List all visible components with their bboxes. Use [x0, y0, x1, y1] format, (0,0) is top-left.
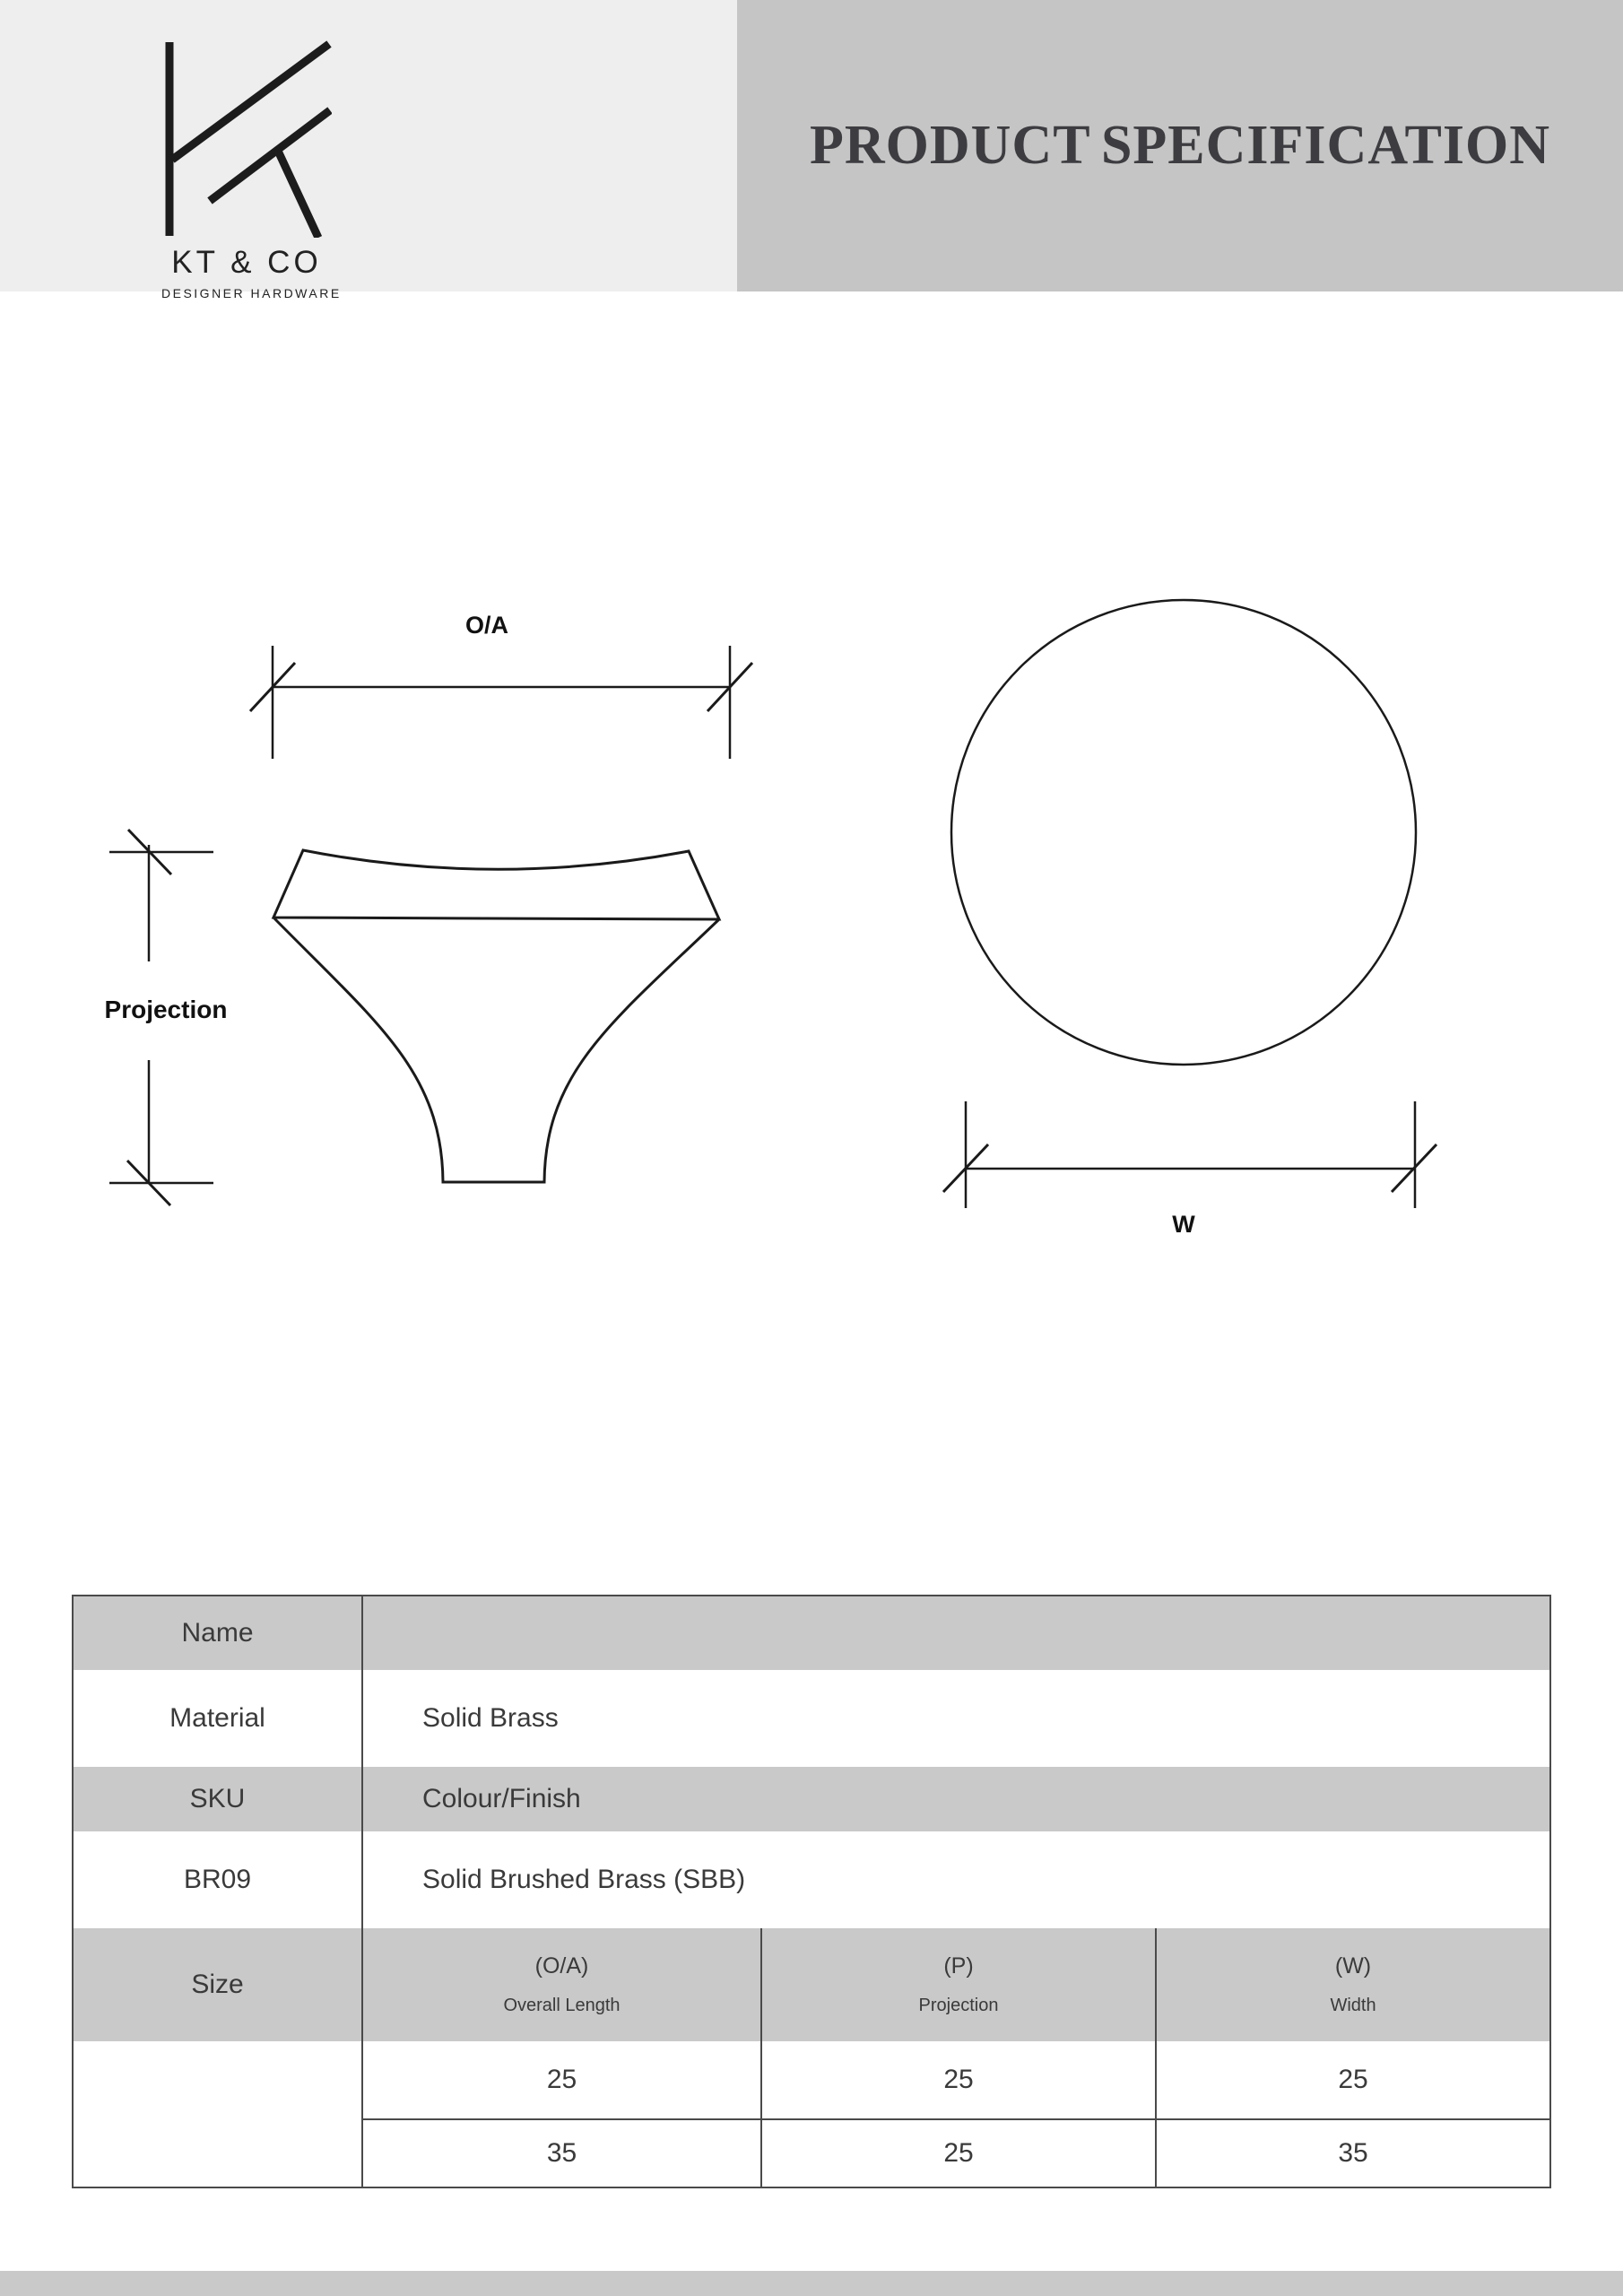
header-left-panel	[0, 0, 737, 300]
row-value-br09: Solid Brushed Brass (SBB)	[422, 1865, 746, 1894]
row-label-size: Size	[74, 1928, 363, 2041]
col-header-width	[1155, 1928, 1549, 2041]
col-name-oa: Overall Length	[503, 1996, 621, 2015]
page-title: PRODUCT SPECIFICATION	[810, 115, 1550, 176]
footer-bar	[0, 2271, 1623, 2296]
kt-monogram-icon	[161, 40, 332, 238]
size-value: 25	[546, 2065, 577, 2094]
row-label-material: Material	[74, 1670, 363, 1767]
dim-label-projection: Projection	[104, 996, 228, 1023]
overall-length-dimension	[250, 646, 752, 759]
col-code-oa: (O/A)	[534, 1953, 589, 1979]
header-title-panel	[737, 0, 1623, 291]
dim-label-width: W	[1172, 1211, 1195, 1238]
row-label-name: Name	[74, 1596, 363, 1670]
row-value-material: Solid Brass	[422, 1703, 559, 1733]
size-empty-cell	[74, 2041, 363, 2187]
row-value-name	[363, 1596, 1549, 1670]
col-code-p: (P)	[943, 1953, 974, 1979]
col-header-overall-length	[363, 1928, 760, 2041]
size-value: 25	[1155, 2041, 1549, 2118]
header	[0, 0, 1623, 300]
size-value: 35	[363, 2118, 760, 2187]
brand-tagline: DESIGNER HARDWARE	[161, 286, 342, 300]
dim-label-overall-length: O/A	[464, 612, 508, 639]
knob-top-view	[951, 600, 1416, 1065]
size-value: 35	[1155, 2118, 1549, 2187]
row-label-br09: BR09	[74, 1831, 363, 1928]
row-value-sku: Colour/Finish	[363, 1767, 1549, 1831]
col-name-p: Projection	[918, 1996, 999, 2015]
knob-front-view	[273, 850, 719, 1182]
col-name-w: Width	[1330, 1996, 1376, 2015]
size-value: 25	[760, 2041, 1155, 2118]
technical-drawing	[0, 538, 1623, 1309]
col-code-w: (W)	[1334, 1953, 1372, 1979]
col-header-projection	[760, 1928, 1155, 2041]
size-value: 25	[760, 2118, 1155, 2187]
row-label-sku: SKU	[74, 1767, 363, 1831]
spec-table	[72, 1595, 1551, 2188]
brand-name: KT & CO	[171, 245, 322, 280]
width-dimension	[943, 1101, 1436, 1208]
brand-logo	[161, 40, 342, 300]
